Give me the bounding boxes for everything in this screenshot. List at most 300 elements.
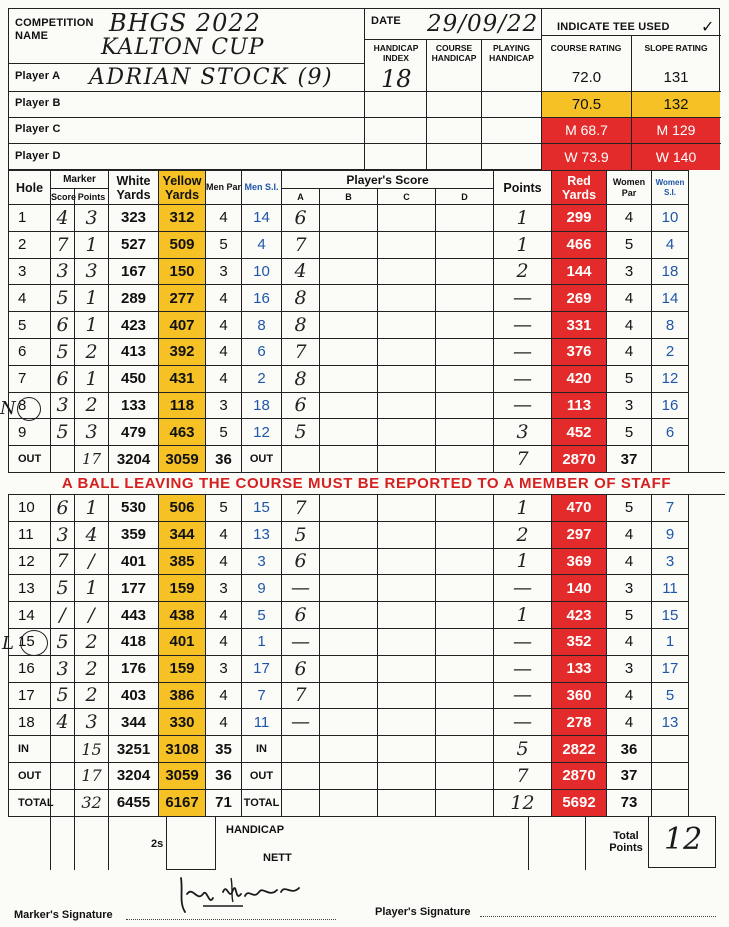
marker-score[interactable]: 5 [51, 338, 75, 365]
competition-value-line2[interactable]: KALTON CUP [101, 35, 265, 60]
total-points-value[interactable]: 12 [664, 822, 703, 857]
player-d-slope-rating: W 140 [655, 149, 697, 165]
player-a-score[interactable]: 8 [282, 365, 320, 392]
yellow-yards: 463 [159, 419, 206, 446]
men-si: 3 [242, 548, 282, 575]
totals-white: 3251 [109, 736, 159, 763]
player-a-score[interactable]: 6 [282, 655, 320, 682]
red-yards: 369 [552, 548, 607, 575]
marker-points[interactable]: 3 [75, 205, 109, 232]
player-d-score[interactable] [436, 338, 494, 365]
marker-score[interactable]: 6 [51, 312, 75, 339]
marker-points[interactable]: 1 [75, 494, 109, 521]
totals-women-par: 37 [607, 762, 652, 789]
women-par: 5 [607, 231, 652, 258]
totals-c[interactable] [378, 789, 436, 816]
men-par: 4 [206, 521, 242, 548]
course-notice-banner: A BALL LEAVING THE COURSE MUST BE REPORTED TO A MEMBER OF STAFF [9, 472, 725, 494]
marker-points[interactable]: 1 [75, 231, 109, 258]
marker-points[interactable]: / [75, 602, 109, 629]
marker-score[interactable]: 3 [51, 521, 75, 548]
player-a-score[interactable]: 8 [282, 285, 320, 312]
women-si-header: Women S.I. [652, 171, 689, 205]
totals-women-par: 73 [607, 789, 652, 816]
player-points[interactable]: — [494, 285, 552, 312]
hole-row [9, 548, 725, 575]
totals-points[interactable]: 5 [494, 736, 552, 763]
marker-points[interactable]: 1 [75, 365, 109, 392]
red-yards: 278 [552, 709, 607, 736]
marker-score[interactable]: 5 [51, 628, 75, 655]
player-d-score[interactable] [436, 494, 494, 521]
player-a-score[interactable]: 7 [282, 231, 320, 258]
player-d-score[interactable] [436, 392, 494, 419]
marker-score[interactable]: 3 [51, 392, 75, 419]
player-a-score[interactable]: 6 [282, 205, 320, 232]
player-d-score[interactable] [436, 548, 494, 575]
player-b-score[interactable] [320, 494, 378, 521]
player-points[interactable]: 1 [494, 602, 552, 629]
white-yards: 479 [109, 419, 159, 446]
player-d-score[interactable] [436, 682, 494, 709]
player-c-score[interactable] [378, 258, 436, 285]
scorecard-header [8, 8, 720, 170]
out-si-label: OUT [242, 446, 282, 473]
totals-b[interactable] [320, 789, 378, 816]
hole-number: 10 [9, 494, 51, 521]
hole-row [9, 205, 725, 232]
player-c-course-rating: M 68.7 [565, 122, 608, 138]
player-points[interactable]: — [494, 312, 552, 339]
yellow-yards: 330 [159, 709, 206, 736]
player-c-score[interactable] [378, 338, 436, 365]
hole-header: Hole [9, 171, 51, 205]
men-si: 8 [242, 312, 282, 339]
hole-row [9, 709, 725, 736]
player-b-score[interactable] [320, 575, 378, 602]
women-par: 5 [607, 602, 652, 629]
women-par: 5 [607, 419, 652, 446]
player-b-score[interactable] [320, 365, 378, 392]
player-d-label: Player D [15, 150, 61, 162]
red-yards: 331 [552, 312, 607, 339]
totals-white: 3204 [109, 762, 159, 789]
player-b-score[interactable] [320, 655, 378, 682]
men-par: 4 [206, 682, 242, 709]
marker-header: Marker [51, 171, 109, 189]
player-c-score[interactable] [378, 628, 436, 655]
player-b-score[interactable] [320, 682, 378, 709]
hole-row [9, 419, 725, 446]
player-d-score[interactable] [436, 575, 494, 602]
totals-row [9, 762, 725, 789]
player-b-score[interactable] [320, 258, 378, 285]
men-si: 2 [242, 365, 282, 392]
player-b-score[interactable] [320, 709, 378, 736]
player-d-score[interactable] [436, 628, 494, 655]
totals-women-si [652, 762, 689, 789]
player-a-score[interactable]: 8 [282, 312, 320, 339]
women-si: 17 [652, 655, 689, 682]
white-yards: 176 [109, 655, 159, 682]
totals-marker-points[interactable]: 15 [75, 736, 109, 763]
player-a-score[interactable]: — [282, 628, 320, 655]
hole-number: 11 [9, 521, 51, 548]
players-signature-label: Player's Signature [375, 906, 471, 918]
totals-a[interactable] [282, 789, 320, 816]
women-si: 5 [652, 682, 689, 709]
player-a-score[interactable]: — [282, 575, 320, 602]
marker-points[interactable]: 2 [75, 392, 109, 419]
marker-score[interactable]: 7 [51, 231, 75, 258]
player-d-score[interactable] [436, 602, 494, 629]
totals-label: IN [9, 736, 51, 763]
player-c-score[interactable] [378, 602, 436, 629]
player-b-col-header: B [320, 189, 378, 205]
player-b-score[interactable] [320, 205, 378, 232]
men-par: 4 [206, 285, 242, 312]
men-par: 4 [206, 709, 242, 736]
women-par: 4 [607, 521, 652, 548]
marker-points[interactable]: 2 [75, 682, 109, 709]
player-points[interactable]: — [494, 709, 552, 736]
player-d-score[interactable] [436, 205, 494, 232]
player-a-score[interactable]: 7 [282, 338, 320, 365]
white-yards: 323 [109, 205, 159, 232]
totals-b[interactable] [320, 762, 378, 789]
totals-si-label: TOTAL [242, 789, 282, 816]
totals-women-si [652, 789, 689, 816]
players-score-header: Player's Score [282, 171, 494, 189]
player-points[interactable]: — [494, 655, 552, 682]
player-a-score[interactable]: 5 [282, 419, 320, 446]
red-yards: 360 [552, 682, 607, 709]
player-points[interactable]: — [494, 575, 552, 602]
yellow-yards: 150 [159, 258, 206, 285]
player-d-score[interactable] [436, 312, 494, 339]
men-si: 16 [242, 285, 282, 312]
twos-label: 2s [151, 838, 164, 850]
player-d-score[interactable] [436, 258, 494, 285]
women-par: 4 [607, 548, 652, 575]
red-yards: 352 [552, 628, 607, 655]
player-points[interactable]: 1 [494, 494, 552, 521]
player-c-score[interactable] [378, 312, 436, 339]
out-white: 3204 [109, 446, 159, 473]
women-si: 14 [652, 285, 689, 312]
marker-points[interactable]: 3 [75, 258, 109, 285]
marker-score[interactable]: 4 [51, 205, 75, 232]
totals-red: 2870 [552, 762, 607, 789]
red-yards: 376 [552, 338, 607, 365]
player-a-score[interactable]: 7 [282, 494, 320, 521]
yellow-yards: 438 [159, 602, 206, 629]
player-b-score[interactable] [320, 521, 378, 548]
marker-points[interactable]: / [75, 548, 109, 575]
marker-points[interactable]: 2 [75, 655, 109, 682]
player-c-score[interactable] [378, 575, 436, 602]
totals-yellow: 3108 [159, 736, 206, 763]
player-a-score[interactable]: 4 [282, 258, 320, 285]
player-points[interactable]: — [494, 338, 552, 365]
red-yards: 420 [552, 365, 607, 392]
player-d-score[interactable] [436, 709, 494, 736]
player-d-score[interactable] [436, 655, 494, 682]
player-b-score[interactable] [320, 628, 378, 655]
white-yards: 344 [109, 709, 159, 736]
totals-points[interactable]: 12 [494, 789, 552, 816]
women-par: 5 [607, 365, 652, 392]
women-si: 3 [652, 548, 689, 575]
hole-number: 14 [9, 602, 51, 629]
white-yards: 530 [109, 494, 159, 521]
player-d-score[interactable] [436, 285, 494, 312]
totals-d[interactable] [436, 736, 494, 763]
yellow-yards: 277 [159, 285, 206, 312]
men-par: 4 [206, 628, 242, 655]
out-marker-points[interactable]: 17 [75, 446, 109, 473]
player-b-score[interactable] [320, 312, 378, 339]
player-a-handicap-index[interactable]: 18 [381, 65, 412, 93]
men-si: 14 [242, 205, 282, 232]
white-yards: 418 [109, 628, 159, 655]
player-c-score[interactable] [378, 205, 436, 232]
marker-score[interactable]: 4 [51, 709, 75, 736]
totals-label: TOTAL [9, 789, 51, 816]
twos-box[interactable] [166, 816, 216, 870]
competition-value[interactable]: BHGS 2022 [109, 9, 261, 37]
player-d-score[interactable] [436, 419, 494, 446]
women-si: 6 [652, 419, 689, 446]
player-c-score[interactable] [378, 365, 436, 392]
yellow-yards: 118 [159, 392, 206, 419]
hole-row [9, 494, 725, 521]
player-b-score[interactable] [320, 392, 378, 419]
player-points[interactable]: — [494, 392, 552, 419]
white-yards: 177 [109, 575, 159, 602]
men-si: 11 [242, 709, 282, 736]
marker-points[interactable]: 3 [75, 419, 109, 446]
totals-label: OUT [9, 762, 51, 789]
marker-score[interactable]: 6 [51, 494, 75, 521]
marker-score[interactable]: 5 [51, 419, 75, 446]
player-b-score[interactable] [320, 419, 378, 446]
player-c-slope-rating: M 129 [656, 122, 696, 138]
player-points[interactable]: 2 [494, 258, 552, 285]
player-b-course-rating: 70.5 [571, 96, 602, 113]
red-yards: 452 [552, 419, 607, 446]
player-d-score[interactable] [436, 521, 494, 548]
men-si: 7 [242, 682, 282, 709]
hole-number: 5 [9, 312, 51, 339]
white-yards: 133 [109, 392, 159, 419]
men-si: 17 [242, 655, 282, 682]
player-c-score[interactable] [378, 709, 436, 736]
marker-score[interactable]: 3 [51, 258, 75, 285]
totals-c[interactable] [378, 762, 436, 789]
men-si: 12 [242, 419, 282, 446]
men-si: 1 [242, 628, 282, 655]
player-a-score[interactable]: 7 [282, 682, 320, 709]
hole-number: 16 [9, 655, 51, 682]
player-a-score[interactable]: 6 [282, 548, 320, 575]
out-points[interactable]: 7 [494, 446, 552, 473]
men-par: 5 [206, 494, 242, 521]
yellow-yards: 407 [159, 312, 206, 339]
women-par: 5 [607, 494, 652, 521]
player-c-score[interactable] [378, 521, 436, 548]
marker-score[interactable]: 5 [51, 285, 75, 312]
slope-rating-label: SLOPE RATING [644, 43, 708, 53]
hole-number: 17 [9, 682, 51, 709]
women-par: 3 [607, 258, 652, 285]
women-si: 10 [652, 205, 689, 232]
player-points[interactable]: 2 [494, 521, 552, 548]
player-points[interactable]: — [494, 682, 552, 709]
yellow-yards: 431 [159, 365, 206, 392]
player-c-score[interactable] [378, 548, 436, 575]
marker-points[interactable]: 2 [75, 628, 109, 655]
marker-score[interactable]: 7 [51, 548, 75, 575]
hole-row [9, 285, 725, 312]
women-par: 3 [607, 575, 652, 602]
player-c-score[interactable] [378, 494, 436, 521]
yellow-yards: 509 [159, 231, 206, 258]
totals-si-label: OUT [242, 762, 282, 789]
player-d-score[interactable] [436, 231, 494, 258]
player-a-label: Player A [15, 70, 61, 82]
player-a-score[interactable]: 6 [282, 392, 320, 419]
women-si: 8 [652, 312, 689, 339]
player-a-score[interactable]: — [282, 709, 320, 736]
marker-points[interactable]: 2 [75, 338, 109, 365]
women-par-header: Women Par [607, 171, 652, 205]
hole-number: 12 [9, 548, 51, 575]
marker-score[interactable]: 3 [51, 655, 75, 682]
player-b-score[interactable] [320, 602, 378, 629]
hole-number: 4 [9, 285, 51, 312]
player-a-name[interactable]: ADRIAN STOCK (9) [89, 65, 334, 90]
player-points[interactable]: 3 [494, 419, 552, 446]
white-yards: 289 [109, 285, 159, 312]
white-yards: 401 [109, 548, 159, 575]
totals-c[interactable] [378, 736, 436, 763]
white-yards: 527 [109, 231, 159, 258]
out-yellow: 3059 [159, 446, 206, 473]
yellow-yards: 506 [159, 494, 206, 521]
out-row [9, 446, 725, 473]
women-si: 15 [652, 602, 689, 629]
women-par: 3 [607, 392, 652, 419]
player-d-course-rating: W 73.9 [564, 149, 609, 165]
men-par: 4 [206, 205, 242, 232]
hole-row [9, 231, 725, 258]
marker-points-header: Points [75, 189, 109, 205]
marker-points[interactable]: 3 [75, 709, 109, 736]
player-c-score[interactable] [378, 419, 436, 446]
player-c-score[interactable] [378, 231, 436, 258]
totals-d[interactable] [436, 762, 494, 789]
players-signature-line[interactable] [480, 916, 716, 917]
hole-number: 6 [9, 338, 51, 365]
men-si: 4 [242, 231, 282, 258]
totals-points[interactable]: 7 [494, 762, 552, 789]
marker-points[interactable]: 1 [75, 312, 109, 339]
totals-marker-score [51, 736, 75, 763]
totals-marker-points[interactable]: 32 [75, 789, 109, 816]
totals-a[interactable] [282, 762, 320, 789]
marker-score[interactable]: 5 [51, 682, 75, 709]
white-yards: 167 [109, 258, 159, 285]
hole-row [9, 655, 725, 682]
date-value[interactable]: 29/09/22 [427, 11, 539, 37]
men-par: 4 [206, 338, 242, 365]
red-yards: 269 [552, 285, 607, 312]
yellow-yards: 385 [159, 548, 206, 575]
women-par: 4 [607, 682, 652, 709]
player-c-score[interactable] [378, 682, 436, 709]
totals-a[interactable] [282, 736, 320, 763]
marker-score[interactable]: 5 [51, 575, 75, 602]
player-b-label: Player B [15, 97, 61, 109]
women-si: 12 [652, 365, 689, 392]
marker-score[interactable]: / [51, 602, 75, 629]
player-a-score[interactable]: 6 [282, 602, 320, 629]
red-yards: 113 [552, 392, 607, 419]
player-b-score[interactable] [320, 548, 378, 575]
name-label: NAME [15, 30, 49, 42]
totals-d[interactable] [436, 789, 494, 816]
player-points[interactable]: 1 [494, 548, 552, 575]
player-points[interactable]: — [494, 365, 552, 392]
player-c-score[interactable] [378, 655, 436, 682]
totals-b[interactable] [320, 736, 378, 763]
red-yards: 299 [552, 205, 607, 232]
marker-points[interactable]: 1 [75, 285, 109, 312]
player-points[interactable]: — [494, 628, 552, 655]
white-yards: 423 [109, 312, 159, 339]
player-points[interactable]: 1 [494, 205, 552, 232]
markers-signature-line[interactable] [126, 919, 336, 920]
course-rating-label: COURSE RATING [550, 43, 622, 53]
hole-number: 18 [9, 709, 51, 736]
red-yards: 423 [552, 602, 607, 629]
red-yards: 297 [552, 521, 607, 548]
marker-points[interactable]: 4 [75, 521, 109, 548]
player-b-slope-rating: 132 [663, 96, 689, 113]
marker-points[interactable]: 1 [75, 575, 109, 602]
player-a-score[interactable]: 5 [282, 521, 320, 548]
player-b-score[interactable] [320, 231, 378, 258]
player-b-score[interactable] [320, 285, 378, 312]
player-d-score[interactable] [436, 365, 494, 392]
women-par: 4 [607, 312, 652, 339]
player-points[interactable]: 1 [494, 231, 552, 258]
score-table [8, 170, 725, 817]
marker-score[interactable]: 6 [51, 365, 75, 392]
hole-row [9, 575, 725, 602]
player-b-score[interactable] [320, 338, 378, 365]
hole-number: 9 [9, 419, 51, 446]
out-par: 36 [206, 446, 242, 473]
totals-marker-score [51, 789, 75, 816]
men-si: 13 [242, 521, 282, 548]
totals-marker-points[interactable]: 17 [75, 762, 109, 789]
totals-women-par: 36 [607, 736, 652, 763]
player-c-score[interactable] [378, 392, 436, 419]
totals-par: 35 [206, 736, 242, 763]
player-c-score[interactable] [378, 285, 436, 312]
